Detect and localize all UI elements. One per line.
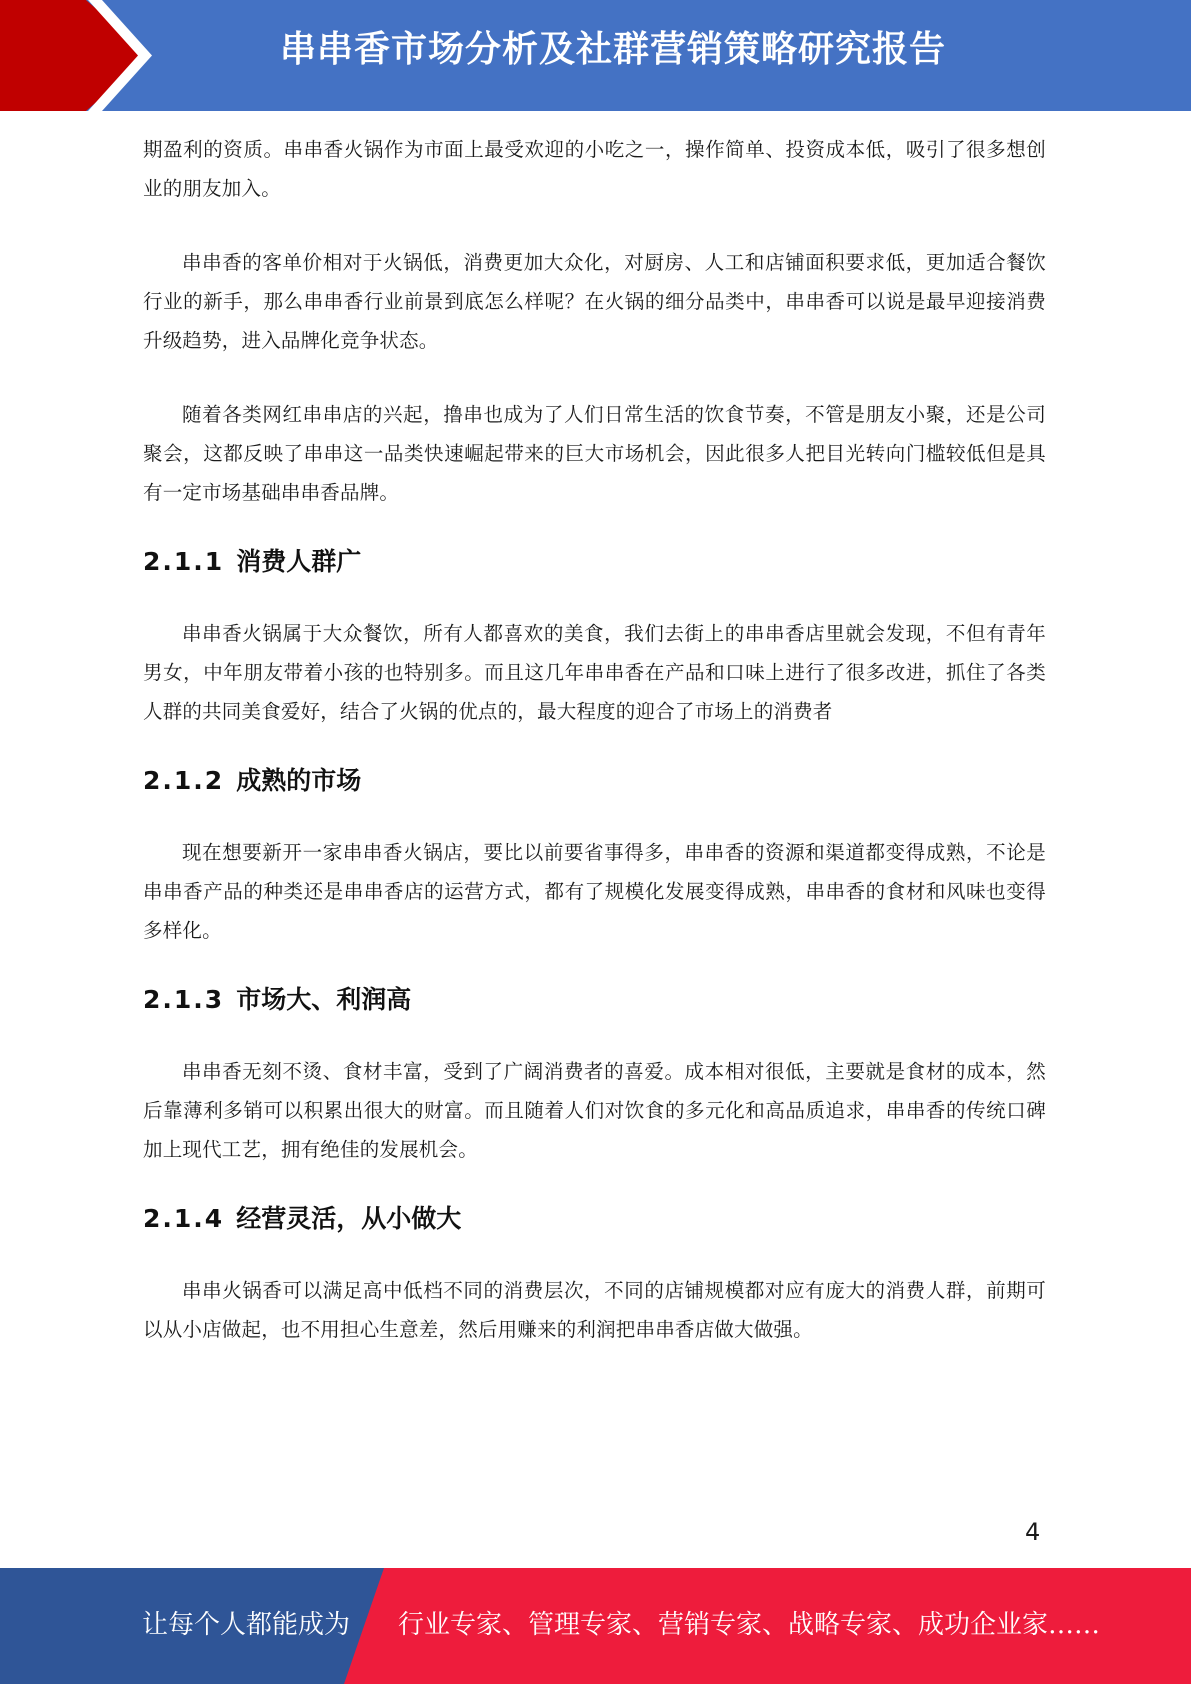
section-number: 2.1.4 bbox=[143, 1204, 225, 1233]
section-number: 2.1.3 bbox=[143, 985, 225, 1014]
header-banner bbox=[0, 0, 1191, 111]
section-title: 消费人群广 bbox=[236, 547, 362, 576]
section-heading-2-1-2 bbox=[143, 761, 1046, 801]
section-number: 2.1.1 bbox=[143, 547, 225, 576]
document-body bbox=[143, 130, 1046, 1349]
footer-slogan-right: 行业专家、管理专家、营销专家、战略专家、成功企业家…… bbox=[398, 1610, 1101, 1640]
intro-paragraph-3: 随着各类网红串串店的兴起，撸串也成为了人们日常生活的饮食节奏，不管是朋友小聚，还是公司聚会，这都反映了串串这一品类快速崛起带来的巨大市场机会，因此很多人把目光转向门槛较低但是具有一定市场基础串串香品牌。 bbox=[143, 403, 1046, 504]
section-paragraph: 串串火锅香可以满足高中低档不同的消费层次，不同的店铺规模都对应有庞大的消费人群，前期可以从小店做起，也不用担心生意差，然后用赚来的利润把串串香店做大做强。 bbox=[143, 1279, 1046, 1341]
section-heading-2-1-1 bbox=[143, 542, 1046, 582]
section-paragraph: 现在想要新开一家串串香火锅店，要比以前要省事得多，串串香的资源和渠道都变得成熟，不论是串串香产品的种类还是串串香店的运营方式，都有了规模化发展变得成熟，串串香的食材和风味也变得多样化。 bbox=[143, 841, 1046, 942]
footer-slogan-left: 让每个人都能成为 bbox=[142, 1610, 351, 1640]
header-arrow-decoration bbox=[0, 0, 170, 111]
document-title: 串串香市场分析及社群营销策略研究报告 bbox=[280, 29, 947, 70]
page-number: 4 bbox=[1025, 1518, 1041, 1546]
section-title: 市场大、利润高 bbox=[236, 985, 412, 1014]
intro-paragraph-1: 期盈利的资质。串串香火锅作为市面上最受欢迎的小吃之一，操作简单、投资成本低，吸引了很多想创业的朋友加入。 bbox=[143, 138, 1046, 200]
intro-paragraph-2: 串串香的客单价相对于火锅低，消费更加大众化，对厨房、人工和店铺面积要求低，更加适合餐饮行业的新手，那么串串香行业前景到底怎么样呢？在火锅的细分品类中，串串香可以说是最早迎接消费升级趋势，进入品牌化竞争状态。 bbox=[143, 251, 1046, 352]
section-number: 2.1.2 bbox=[143, 766, 225, 795]
footer-banner bbox=[0, 1568, 1191, 1684]
section-title: 经营灵活，从小做大 bbox=[236, 1204, 462, 1233]
section-heading-2-1-3 bbox=[143, 980, 1046, 1020]
section-paragraph: 串串香无刻不烫、食材丰富，受到了广阔消费者的喜爱。成本相对很低，主要就是食材的成本，然后靠薄利多销可以积累出很大的财富。而且随着人们对饮食的多元化和高品质追求，串串香的传统口碑加上现代工艺，拥有绝佳的发展机会。 bbox=[143, 1060, 1046, 1161]
section-title: 成熟的市场 bbox=[236, 766, 362, 795]
section-heading-2-1-4 bbox=[143, 1199, 1046, 1239]
section-paragraph: 串串香火锅属于大众餐饮，所有人都喜欢的美食，我们去街上的串串香店里就会发现，不但有青年男女，中年朋友带着小孩的也特别多。而且这几年串串香在产品和口味上进行了很多改进，抓住了各类人群的共同美食爱好，结合了火锅的优点的，最大程度的迎合了市场上的消费者 bbox=[143, 622, 1046, 723]
